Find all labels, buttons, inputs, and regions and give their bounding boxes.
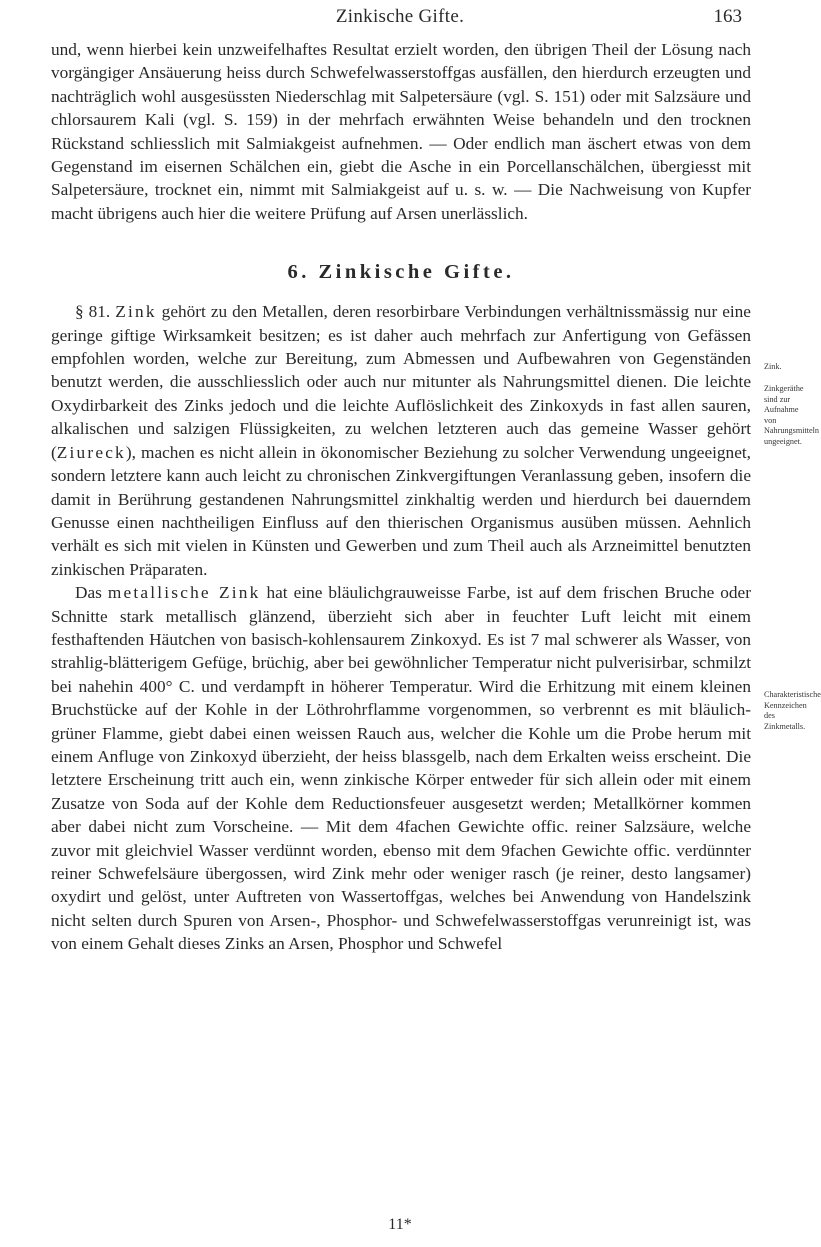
section-number: § 81. [75, 302, 116, 322]
running-title: Zinkische Gifte. [335, 6, 465, 27]
term-zink: Zink [115, 302, 157, 322]
paragraph-text: Das [75, 583, 108, 603]
margin-note-zink: Zink. [764, 362, 782, 371]
term-metallic-zinc: metallische Zink [107, 583, 261, 603]
margin-note-geraethe: Zinkgeräthe sind zur Aufnahme von Nahrungsmitteln ungeeignet. [764, 384, 820, 446]
paragraph-text: gehört zu den Metallen, deren resorbirbare Verbindungen verhältnissmässig nur eine geringe giftige Wirksamkeit besitzen; es ist daher auch mehrfach zur Anfertigung von Gefässen empfohlen worden, welche zur Bereitung, zum Abmessen und Aufbewahren von Gegenständen benutzt werden, die ausschliesslich oder auch nur mitunter als Nahrungsmittel dienen. Die leichte Oxydirbarkeit des Zinks jedoch und die leichte Auflöslichkeit des Zinkoxyds in fast allen sauren, alkalischen und salzigen Flüssigkeiten, zu welchen letzteren auch das gemeine Wasser gehört ( [51, 302, 751, 462]
margin-note-kennzeichen: Charakteristische Kennzeichen des Zinkmetalls. [764, 690, 821, 731]
paragraph-continuation: und, wenn hierbei kein unzweifelhaftes Resultat erzielt worden, den übrigen Theil der Lösung nach vorgängiger Ansäuerung heiss durch Schwefelwasserstoffgas ausfällen, den hierdurch erzeugten und nachträglich wohl ausgesüssten Niederschlag mit Salpetersäure (vgl. S. 151) oder mit Salzsäure und chlorsaurem Kali (vgl. S. 159) in der mehrfach erwähnten Weise behandeln und den trocknen Rückstand schliesslich mit Salmiakgeist aufnehmen. — Oder endlich man äschert etwas von dem Gegenstand im eisernen Schälchen ein, giebt die Asche in ein Porcellanschälchen, übergiesst mit Salpetersäure, trocknet ein, nimmt mit Salmiakgeist auf u. s. w. — Die Nachweisung von Kupfer macht übrigens auch hier die weitere Prüfung auf Arsen unerlässlich. [51, 40, 751, 223]
paragraph-text: ), machen es nicht allein in ökonomischer Beziehung zu solcher Verwendung ungeeignet, sondern letztere kann auch leicht zu chronischen Zinkvergiftungen Veranlassung geben, insofern die damit in Berührung gestandenen Nahrungsmittel zinkhaltig werden und hierdurch bei dauerndem Genusse einen nachtheiligen Einfluss auf den thierischen Organismus ausüben müssen. Aehnlich verhält es sich mit vielen in Künsten und Gewerben und zum Theil auch als Arzneimittel benutzten zinkischen Präparaten. [51, 442, 751, 579]
paragraph-section-81 [51, 300, 751, 581]
citation-author: Ziureck [56, 442, 126, 462]
paragraph-text: hat eine bläulichgrauweisse Farbe, ist auf dem frischen Bruche oder Schnitte stark metallisch glänzend, überzieht sich aber in feuchter Luft leicht mit einem festhaftenden Häutchen von basisch-kohlensaurem Zinkoxyd. Es ist 7 mal schwerer als Wasser, von strahlig-blätterigem Gefüge, brüchig, aber bei gewöhnlicher Temperatur nicht pulverisirbar, schmilzt bei nahehin 400° C. und verdampft in höherer Temperatur. Wird die Erhitzung mit einem kleinen Bruchstücke auf der Kohle in der Löthrohrflamme vorgenommen, so verbrennt es mit bläulich-grüner Flamme, giebt dabei einen weissen Rauch aus, welcher die Kohle um die Probe herum mit einem Anfluge von Zinkoxyd überzieht, der heiss blassgelb, nach dem Erkalten weiss erscheint. Die letztere Erscheinung tritt auch ein, wenn zinkische Körper entweder für sich allein oder mit einem Zusatze von Soda auf der Kohle dem Reductionsfeuer ausgesetzt werden; Metallkörner kommen aber dabei nicht zum Vorscheine. — Mit dem 4fachen Gewichte offic. reiner Salzsäure, welche zuvor mit gleichviel Wasser verdünnt worden, ebenso mit dem 9fachen Gewichte offic. verdünnter reiner Schwefelsäure übergossen, wird Zink mehr oder weniger rasch (je reiner, desto langsamer) oxydirt und gelöst, unter Auftreten von Wassertoffgas, welches bei Anwendung von Handelszink nicht selten durch Spuren von Arsen-, Phosphor- und Schwefelwasserstoffgas verunreinigt ist, was von einem Gehalt dieses Zinks an Arsen, Phosphor und Schwefel [51, 583, 751, 954]
section-heading: 6. Zinkische Gifte. [287, 261, 515, 284]
running-head [0, 6, 800, 34]
body-text [51, 38, 751, 956]
page-number: 163 [713, 6, 742, 27]
signature-mark: 11* [388, 1216, 412, 1233]
paragraph-metallic-zinc [51, 581, 751, 956]
